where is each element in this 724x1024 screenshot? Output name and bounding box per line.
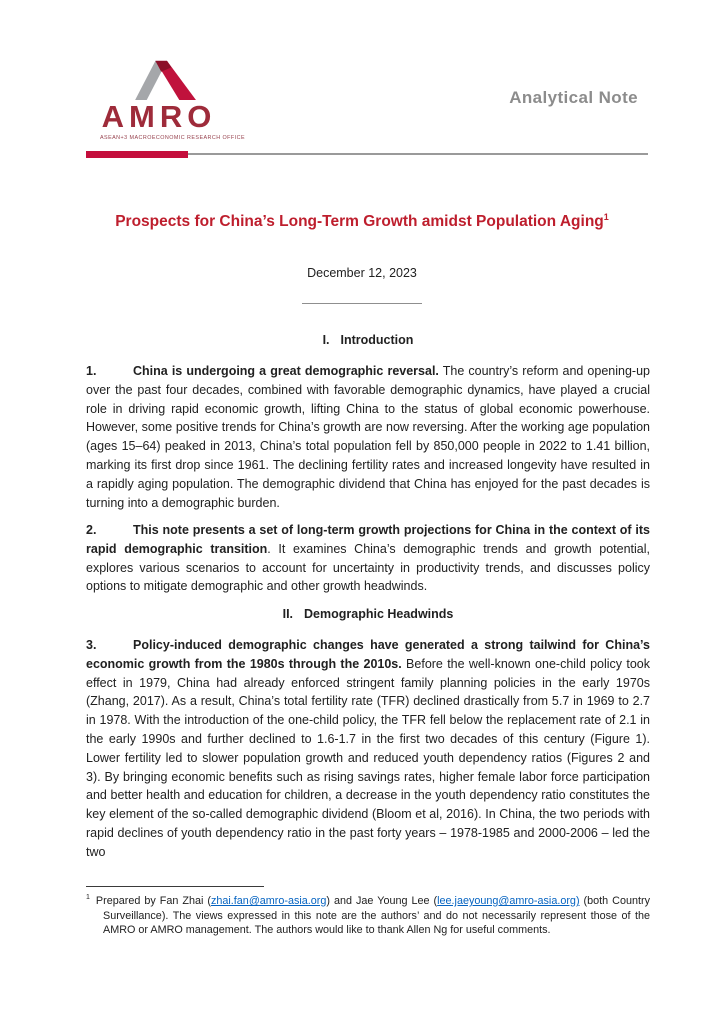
amro-logo-mark-icon [130,58,204,100]
paragraph-body-text: The country’s reform and opening-up over the past four decades, combined with favorable demographic dynamics, have played a crucial role in driving rapid economic growth, lifting China to the status of global economic powerhouse. However, some positive trends for China’s growth are now reversing. After the working age population (ages 15–64) peaked in 2013, China’s total population fell by 850,000 people in 2022 to 1.41 billion, marking its first drop since 1961. The declining fertility rates and increased longevity have resulted in a rapidly aging population. The demographic dividend that China has enjoyed for the past decades is turning into a demographic burden. [86,364,650,510]
amro-logo-tagline: ASEAN+3 MACROECONOMIC RESEARCH OFFICE [100,135,245,141]
section-heading-demographic-headwinds [86,605,650,624]
page-title-text: Prospects for China’s Long-Term Growth amidst Population Aging [115,213,604,230]
paragraph-body-text: Before the well-known one-child policy took effect in 1979, China had already enforced stringent family planning policies in the early 1970s (Zhang, 2017). As a result, China’s total fertility rate (TFR) declined drastically from 5.7 in 1969 to 2.7 in 1978. With the introduction of the one-child policy, the TFR fell below the replacement rate of 2.1 in the early 1990s and further declined to 1.6-1.7 in the first two decades of this century (Figure 1). Lower fertility led to slower population growth and reduced youth dependency ratios (Figures 2 and 3). By bringing economic benefits such as rising savings rates, higher female labor force participation and better health and education for children, a decrease in the youth dependency ratio constitutes the key element of the so-called demographic dividend (Bloom et al, 2016). In China, the two periods with rapid declines of youth dependency ratio in the past forty years – 1978-1985 and 2000-2006 – led the two [86,656,651,859]
footnote [86,894,650,938]
title-footnote-ref: 1 [603,211,609,222]
document-type-label: Analytical Note [509,88,638,107]
footnote-marker: 1 [86,894,90,902]
section-numeral: I. [322,333,330,347]
footnote-text: (both Country Surveillance). The views expressed in this note are the authors’ and do not necessarily represent those of the AMRO or AMRO management. The authors would like to thank Allen Ng for useful comments. [103,895,650,937]
footnote-text: Prepared by Fan Zhai ( [95,895,211,907]
paragraph-number: 3. [86,638,97,652]
email-link-lee-jaeyoung[interactable]: lee.jaeyoung@amro-asia.org) [437,895,580,907]
paragraph-lead-bold: Policy-induced demographic changes have generated a strong tailwind for China’s economic growth from the 1980s through the 2010s. [86,638,650,671]
footnote-text: ) and Jae Young Lee ( [326,895,438,907]
document-date: December 12, 2023 [307,266,417,280]
section-label: Demographic Headwinds [304,607,454,621]
header-rule-red-bar [86,151,188,158]
paragraph-1 [86,362,650,512]
section-numeral: II. [282,607,294,621]
paragraph-lead-bold: China is undergoing a great demographic reversal. [133,364,439,378]
header-rule [86,150,648,158]
amro-logo-wordmark: AMRO [101,99,217,134]
paragraph-number: 2. [86,523,97,537]
page-title [50,212,674,232]
footnote-divider-line [86,886,264,887]
header-rule-gray-line [188,153,648,155]
paragraph-lead-bold: This note presents a set of long-term growth projections for China in the context of its rapid demographic transition [86,523,650,556]
paragraph-number: 1. [86,364,97,378]
date-divider-line [302,303,422,304]
paragraph-body-text: . It examines China’s demographic trends and growth potential, explores various scenarios to account for uncertainty in productivity trends, and discusses policy options to mitigate demographic and other growth headwinds. [86,541,650,594]
email-link-zhai-fan[interactable]: zhai.fan@amro-asia.org [211,895,327,907]
section-heading-introduction [86,331,650,350]
paragraph-3 [86,636,650,862]
section-label: Introduction [340,333,414,347]
paragraph-2 [86,521,650,596]
amro-logo [100,58,245,141]
